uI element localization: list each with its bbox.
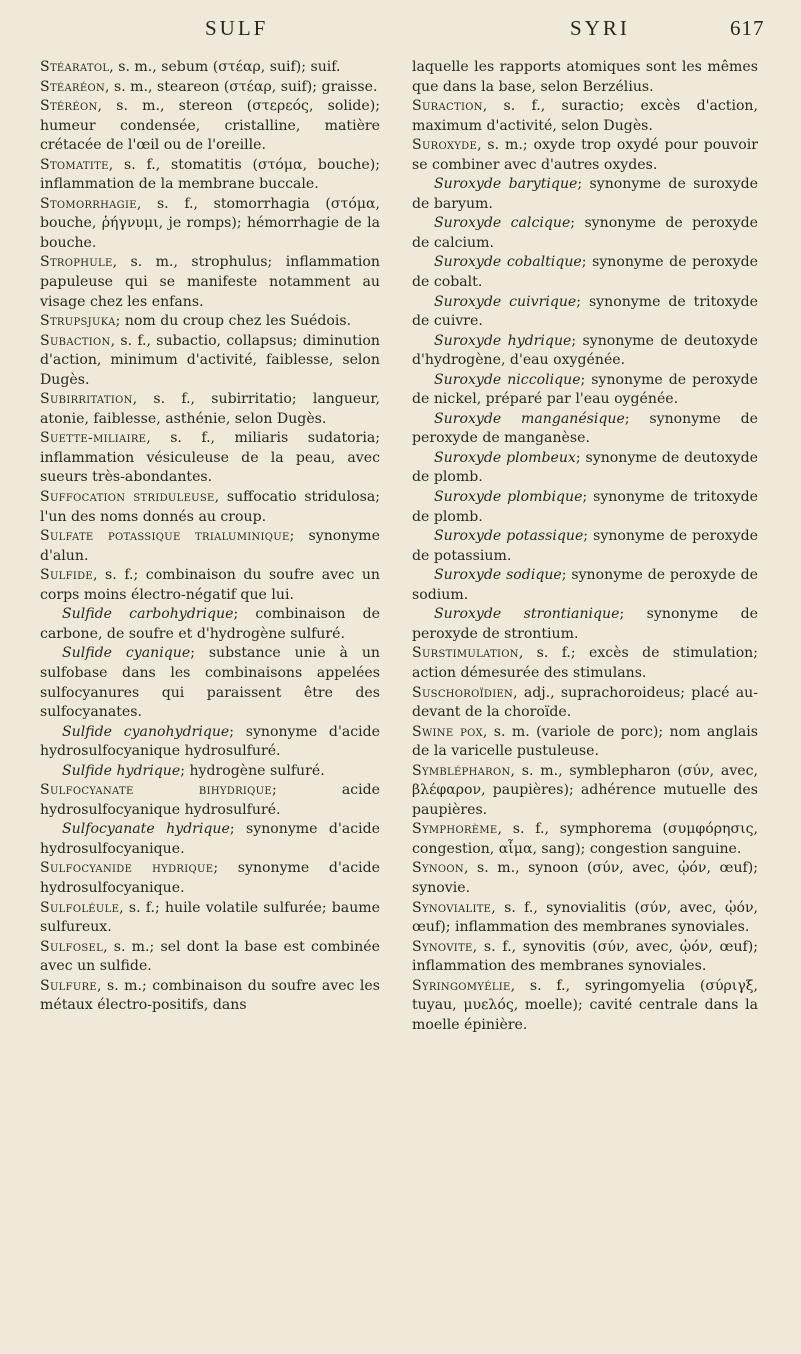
- entry-definition: , s. m.; combinaison du soufre avec les métaux électro-positifs, dans: [40, 977, 380, 1014]
- entry-definition: , s. m., steareon (στέαρ, suif); graisse.: [105, 78, 378, 95]
- entry-headword: Stéaréon: [40, 78, 106, 95]
- entry-headword: Stéaratol: [40, 59, 110, 75]
- dictionary-entry: [40, 195, 380, 254]
- entry-definition: ; synonyme de peroxyde de manganèse.: [412, 410, 758, 447]
- dictionary-subentry: [40, 644, 380, 722]
- dictionary-entry: [40, 938, 380, 977]
- dictionary-entry: [412, 684, 758, 723]
- dictionary-entry: [40, 566, 380, 605]
- entry-definition: , s. f., symphorema (συμφόρησις, congestion, αἷμα, sang); congestion sanguine.: [412, 821, 758, 857]
- subentry-term: Suroxyde calcique: [434, 215, 571, 232]
- subentry-term: Sulfocyanate hydrique: [62, 821, 230, 838]
- entry-definition: laquelle les rapports atomiques sont les mêmes que dans la base, selon Berzélius.: [412, 59, 758, 95]
- subentry-term: Suroxyde plombeux: [434, 449, 576, 466]
- entry-definition: , s. f.; excès de stimulation; action démesurée des stimulans.: [412, 645, 758, 681]
- entry-headword: Suraction: [412, 98, 483, 115]
- entry-headword: Subaction: [40, 332, 111, 349]
- subentry-term: Suroxyde sodique: [434, 567, 562, 584]
- dictionary-entry: [412, 820, 758, 859]
- entry-definition: ; synonyme de peroxyde de calcium.: [412, 215, 758, 251]
- dictionary-entry: [412, 977, 758, 1036]
- entry-definition: ; synonyme d'acide hydrosulfocyanique.: [40, 821, 380, 857]
- dictionary-entry: [412, 723, 758, 762]
- subentry-term: Suroxyde cuivrique: [434, 293, 577, 310]
- entry-definition: ; hydrogène sulfuré.: [180, 762, 325, 779]
- entry-definition: ; synonyme de tritoxyde de plomb.: [412, 489, 758, 525]
- entry-definition: ; synonyme de suroxyde de baryum.: [412, 176, 758, 212]
- entry-definition: , s. f., suractio; excès d'action, maximum d'activité, selon Dugès.: [412, 98, 758, 134]
- entry-headword: Suschoroïdien: [412, 684, 514, 701]
- dictionary-subentry: [412, 332, 758, 371]
- dictionary-entry: [40, 156, 380, 195]
- dictionary-entry: [40, 859, 380, 898]
- entry-continuation: [412, 58, 758, 97]
- dictionary-entry: [40, 332, 380, 391]
- dictionary-subentry: [412, 449, 758, 488]
- dictionary-entry: [40, 899, 380, 938]
- entry-definition: , s. f., miliaris sudatoria; inflammation vésiculeuse de la peau, avec sueurs très-abondantes.: [40, 430, 380, 486]
- entry-definition: , s. f., synovialitis (σύν, avec, ᾠόν, œuf); inflammation des membranes synoviales.: [412, 899, 758, 936]
- dictionary-subentry: [412, 566, 758, 605]
- entry-definition: , s. f.; huile volatile sulfurée; baume sulfureux.: [40, 899, 380, 936]
- entry-headword: Symphorème: [412, 821, 498, 838]
- entry-definition: ; nom du croup chez les Suédois.: [115, 313, 352, 330]
- entry-headword: Synovite: [412, 938, 473, 955]
- entry-definition: ; acide hydrosulfocyanique hydrosulfuré.: [40, 782, 380, 818]
- dictionary-subentry: [412, 527, 758, 566]
- dictionary-entry: [40, 78, 380, 98]
- left-column: [40, 58, 380, 1016]
- subentry-term: Sulfide cyanohydrique: [62, 723, 230, 740]
- entry-headword: Stéréon: [40, 98, 98, 115]
- dictionary-entry: [412, 97, 758, 136]
- running-header: [0, 16, 801, 46]
- dictionary-subentry: [40, 723, 380, 762]
- dictionary-entry: [40, 390, 380, 429]
- entry-definition: , adj., suprachoroideus; placé au-devant de la choroïde.: [412, 684, 758, 721]
- entry-headword: Sulfocyanide hydrique: [40, 860, 214, 877]
- entry-headword: Swine pox: [412, 723, 483, 740]
- entry-headword: Stomatite: [40, 156, 109, 173]
- entry-definition: ; synonyme de peroxyde de nickel, préparé par l'eau oygénée.: [412, 371, 758, 408]
- entry-definition: ; synonyme de deutoxyde d'hydrogène, d'eau oxygénée.: [412, 332, 758, 369]
- entry-definition: , s. f.; combinaison du soufre avec un corps moins électro-négatif que lui.: [40, 567, 380, 603]
- dictionary-entry: [40, 312, 380, 332]
- subentry-term: Suroxyde potassique: [434, 528, 584, 545]
- dictionary-subentry: [412, 175, 758, 214]
- entry-definition: ; synonyme d'acide hydrosulfocyanique.: [40, 860, 380, 896]
- dictionary-subentry: [40, 820, 380, 859]
- entry-headword: Suette-miliaire: [40, 430, 147, 447]
- entry-headword: Sulfide: [40, 567, 94, 584]
- entry-definition: , suffocatio stridulosa; l'un des noms donnés au croup.: [40, 489, 380, 525]
- entry-headword: Sulfosel: [40, 938, 104, 955]
- dictionary-entry: [40, 488, 380, 527]
- entry-definition: ; synonyme de peroxyde de potassium.: [412, 528, 758, 564]
- subentry-term: Suroxyde niccolique: [434, 371, 581, 388]
- entry-definition: , s. f., syringomyelia (σύριγξ, tuyau, μυελός, moelle); cavité centrale dans la moelle épinière.: [412, 977, 758, 1033]
- dictionary-entry: [412, 938, 758, 977]
- subentry-term: Suroxyde cobaltique: [434, 254, 582, 271]
- entry-definition: , s. f., stomatitis (στόμα, bouche); inflammation de la membrane buccale.: [40, 156, 380, 193]
- dictionary-subentry: [412, 371, 758, 410]
- entry-headword: Suroxyde: [412, 137, 478, 154]
- page-number: 617: [730, 16, 765, 40]
- entry-definition: , s. f., subactio, collapsus; diminution d'action, minimum d'activité, faiblesse, selon Dugès.: [40, 332, 380, 388]
- subentry-term: Sulfide carbohydrique: [62, 606, 234, 623]
- entry-definition: , s. m.; sel dont la base est combinée avec un sulfide.: [40, 938, 380, 975]
- subentry-term: Sulfide cyanique: [62, 645, 191, 662]
- entry-definition: , s. m., symblepharon (σύν, avec, βλέφαρον, paupières); adhérence mutuelle des paupières.: [412, 762, 758, 818]
- subentry-term: Suroxyde plombique: [434, 489, 583, 506]
- dictionary-entry: [412, 762, 758, 821]
- dictionary-entry: [40, 527, 380, 566]
- entry-definition: , s. m., sebum (στέαρ, suif); suif.: [109, 59, 341, 75]
- dictionary-subentry: [412, 488, 758, 527]
- subentry-term: Sulfide hydrique: [62, 762, 181, 779]
- dictionary-subentry: [412, 293, 758, 332]
- running-head-right: SYRI: [570, 16, 630, 40]
- dictionary-subentry: [412, 253, 758, 292]
- entry-definition: ; synonyme de deutoxyde de plomb.: [412, 449, 758, 486]
- entry-definition: ; synonyme de tritoxyde de cuivre.: [412, 293, 758, 330]
- entry-headword: Strupsjuka: [40, 313, 116, 330]
- subentry-term: Suroxyde hydrique: [434, 332, 572, 349]
- entry-headword: Subirritation: [40, 391, 133, 408]
- dictionary-subentry: [412, 214, 758, 253]
- dictionary-entry: [40, 58, 380, 78]
- entry-definition: , s. m., stereon (στερεός, solide); humeur condensée, cristalline, matière crétacée de l'œil ou de l'oreille.: [40, 98, 380, 154]
- dictionary-entry: [40, 781, 380, 820]
- entry-definition: , s. f., synovitis (σύν, avec, ᾠόν, œuf); inflammation des membranes synoviales.: [412, 938, 758, 975]
- entry-definition: ; synonyme d'acide hydrosulfocyanique hydrosulfuré.: [40, 723, 380, 760]
- entry-definition: ; substance unie à un sulfobase dans les combinaisons appelées sulfocyanures qui paraissent être des sulfocyanates.: [40, 645, 381, 721]
- running-head-left: SULF: [205, 16, 269, 40]
- dictionary-entry: [412, 136, 758, 175]
- dictionary-subentry: [412, 410, 758, 449]
- dictionary-subentry: [40, 605, 380, 644]
- entry-definition: , s. f., stomorrhagia (στόμα, bouche, ῥήγνυμι, je romps); hémorrhagie de la bouche.: [40, 195, 380, 251]
- entry-headword: Sulfure: [40, 977, 98, 994]
- subentry-term: Suroxyde strontianique: [434, 606, 620, 623]
- entry-definition: ; synonyme de peroxyde de strontium.: [412, 606, 758, 642]
- entry-definition: ; synonyme d'alun.: [40, 528, 380, 564]
- dictionary-subentry: [40, 762, 380, 782]
- entry-headword: Sulfate potassique trialuminique: [40, 528, 290, 545]
- entry-headword: Stomorrhagie: [40, 195, 137, 212]
- entry-definition: ; synonyme de peroxyde de sodium.: [412, 567, 758, 603]
- entry-headword: Synoon: [412, 860, 464, 877]
- entry-definition: , s. m. (variole de porc); nom anglais de la varicelle pustuleuse.: [412, 723, 758, 760]
- entry-headword: Sulfocyanate bihydrique: [40, 782, 272, 799]
- subentry-term: Suroxyde manganésique: [434, 410, 625, 427]
- entry-definition: ; synonyme de peroxyde de cobalt.: [412, 254, 758, 291]
- dictionary-entry: [412, 644, 758, 683]
- entry-definition: , s. f., subirritatio; langueur, atonie, faiblesse, asthénie, selon Dugès.: [40, 391, 380, 427]
- dictionary-entry: [412, 859, 758, 898]
- entry-headword: Surstimulation: [412, 645, 519, 662]
- right-column: [412, 58, 758, 1035]
- dictionary-entry: [40, 977, 380, 1016]
- dictionary-subentry: [412, 605, 758, 644]
- entry-definition: , s. m.; oxyde trop oxydé pour pouvoir se combiner avec d'autres oxydes.: [412, 137, 758, 173]
- dictionary-entry: [40, 97, 380, 156]
- dictionary-entry: [412, 899, 758, 938]
- entry-headword: Strophule: [40, 254, 113, 271]
- dictionary-entry: [40, 253, 380, 312]
- entry-definition: , s. m., synoon (σύν, avec, ᾠόν, œuf); synovie.: [412, 860, 758, 896]
- entry-definition: ; combinaison de carbone, de soufre et d'hydrogène sulfuré.: [40, 606, 380, 642]
- subentry-term: Suroxyde barytique: [434, 176, 578, 193]
- entry-headword: Symblépharon: [412, 762, 511, 779]
- entry-definition: , s. m., strophulus; inflammation papuleuse qui se manifeste notamment au visage chez les enfans.: [40, 254, 380, 310]
- entry-headword: Synovialite: [412, 899, 492, 916]
- entry-headword: Syringomyélie: [412, 977, 511, 994]
- dictionary-entry: [40, 429, 380, 488]
- entry-headword: Sulfoléule: [40, 899, 120, 916]
- entry-headword: Suffocation striduleuse: [40, 489, 215, 506]
